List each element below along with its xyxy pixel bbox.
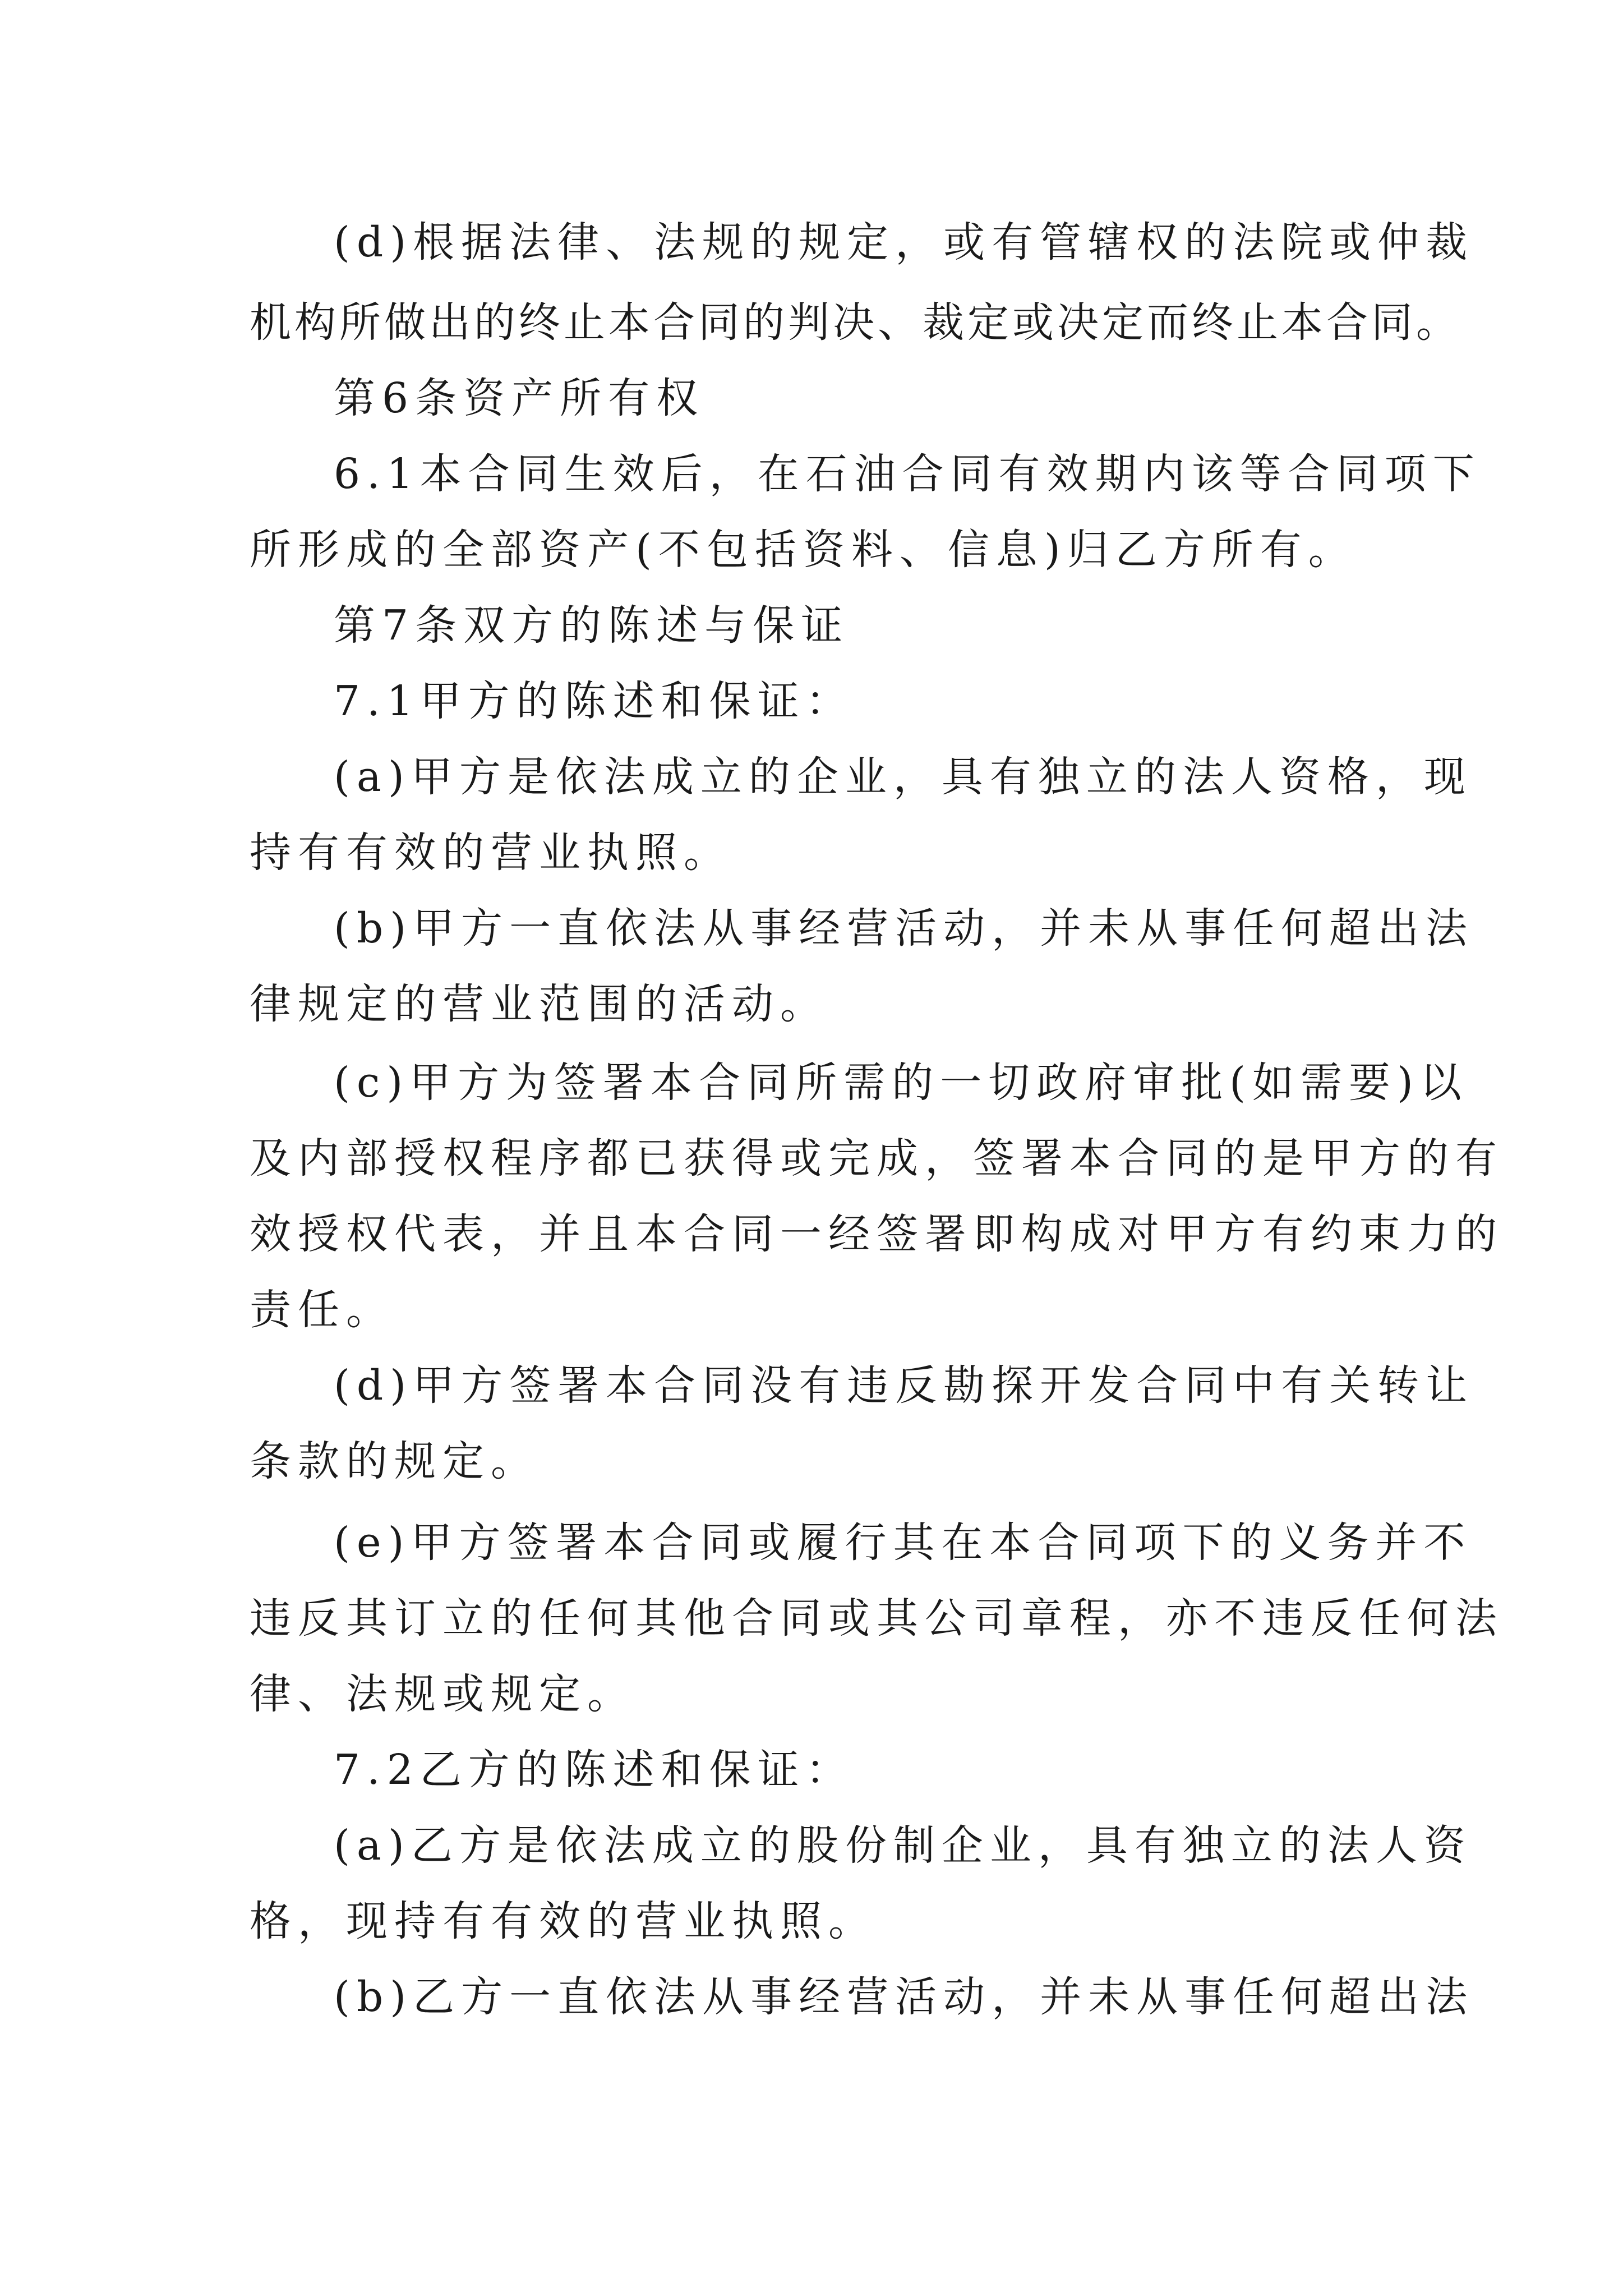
text-line: 持有有效的营业执照。 [250,829,732,877]
text-line: (a)乙方是依法成立的股份制企业，具有独立的法人资 [334,1821,1472,1870]
text-line: 效授权代表，并且本合同一经签署即构成对甲方有约束力的 [250,1210,1504,1258]
section-heading: 第6条资产所有权 [334,374,705,422]
text-line: 及内部授权程序都已获得或完成，签署本合同的是甲方的有 [250,1134,1504,1182]
text-line: 格，现持有有效的营业执照。 [250,1897,877,1945]
text-line: 律、法规或规定。 [250,1670,635,1718]
text-line: 7.1甲方的陈述和保证： [334,677,854,725]
text-line: (d)根据法律、法规的规定，或有管辖权的法院或仲裁 [334,218,1474,266]
text-line: 违反其订立的任何其他合同或其公司章程，亦不违反任何法 [250,1594,1504,1642]
text-line: 所形成的全部资产(不包括资料、信息)归乙方所有。 [250,526,1357,574]
text-line: (d)甲方签署本合同没有违反勘探开发合同中有关转让 [334,1361,1474,1410]
text-line: (c)甲方为签署本合同所需的一切政府审批(如需要)以 [334,1059,1468,1107]
text-line: 责任。 [250,1286,394,1334]
text-line: (e)甲方签署本合同或履行其在本合同项下的义务并不 [334,1519,1472,1567]
section-heading: 第7条双方的陈述与保证 [334,601,850,650]
text-line: (b)甲方一直依法从事经营活动，并未从事任何超出法 [334,904,1474,953]
text-line: 7.2乙方的陈述和保证： [334,1746,854,1794]
text-line: (b)乙方一直依法从事经营活动，并未从事任何超出法 [334,1973,1474,2021]
text-line: 律规定的营业范围的活动。 [250,980,828,1028]
text-line: 条款的规定。 [250,1437,539,1485]
text-line: 6.1本合同生效后，在石油合同有效期内该等合同项下 [334,450,1481,498]
text-line: 机构所做出的终止本合同的判决、裁定或决定而终止本合同。 [250,298,1461,347]
text-line: (a)甲方是依法成立的企业，具有独立的法人资格，现 [334,753,1472,801]
